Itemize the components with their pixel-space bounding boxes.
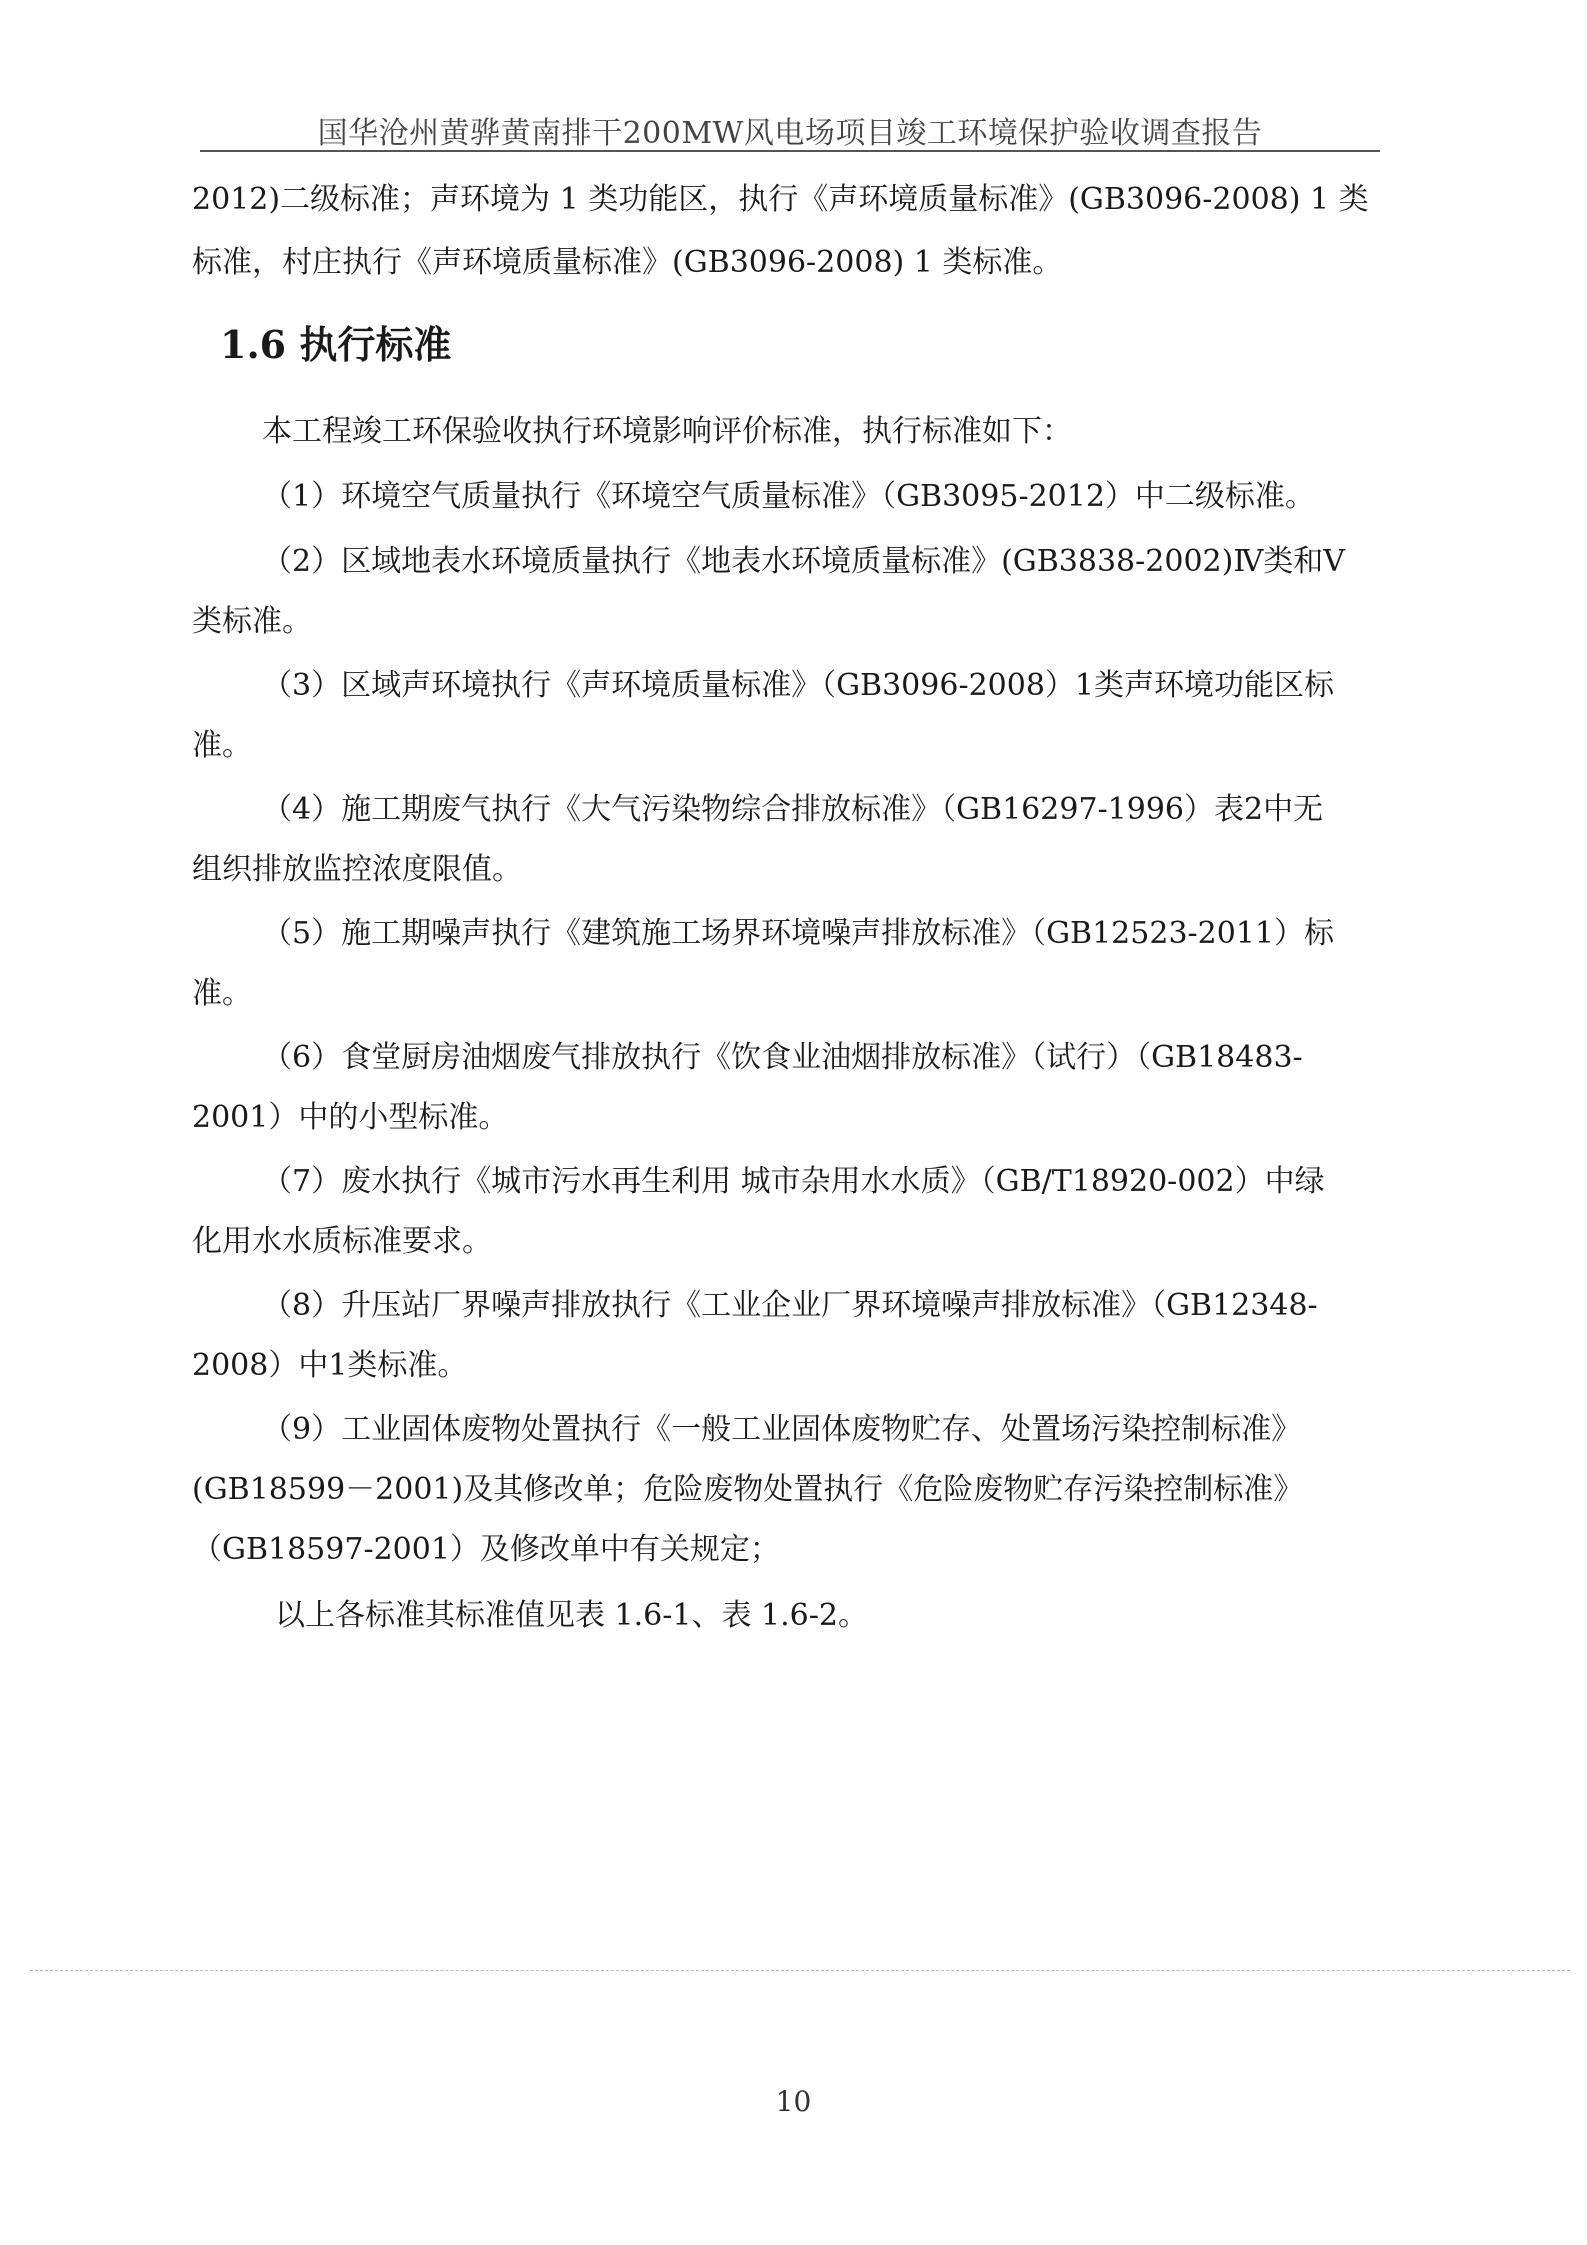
standard-item-5-cont: 准。: [192, 976, 252, 1011]
standard-item-7-cont: 化用水水质标准要求。: [192, 1224, 492, 1259]
standard-item-3-cont: 准。: [192, 728, 252, 763]
standard-item-4: （4）施工期废气执行《大气污染物综合排放标准》（GB16297-1996）表2中无: [262, 792, 1324, 827]
intro-line: 标准，村庄执行《声环境质量标准》(GB3096-2008) 1 类标准。: [192, 245, 1063, 280]
standard-item-2-cont: 类标准。: [192, 604, 312, 639]
standard-item-4-cont: 组织排放监控浓度限值。: [192, 852, 522, 887]
standard-item-3: （3）区域声环境执行《声环境质量标准》（GB3096-2008）1类声环境功能区标: [262, 668, 1335, 703]
standard-item-9-cont: (GB18599－2001)及其修改单；危险废物处置执行《危险废物贮存污染控制标准》: [192, 1472, 1304, 1507]
standard-item-9-cont: （GB18597-2001）及修改单中有关规定；: [192, 1532, 780, 1567]
section-closing: 以上各标准其标准值见表 1.6-1、表 1.6-2。: [275, 1598, 868, 1633]
standard-item-8: （8）升压站厂界噪声排放执行《工业企业厂界环境噪声排放标准》（GB12348-: [262, 1288, 1318, 1323]
standard-item-5: （5）施工期噪声执行《建筑施工场界环境噪声排放标准》（GB12523-2011）标: [262, 916, 1335, 951]
standard-item-1: （1）环境空气质量执行《环境空气质量标准》（GB3095-2012）中二级标准。: [262, 479, 1315, 514]
page-header: 国华沧州黄骅黄南排干200MW风电场项目竣工环境保护验收调查报告: [317, 116, 1263, 151]
footer-rule: [30, 1970, 1570, 1971]
standard-item-6: （6）食堂厨房油烟废气排放执行《饮食业油烟排放标准》（试行）（GB18483-: [262, 1040, 1303, 1075]
standard-item-9: （9）工业固体废物处置执行《一般工业固体废物贮存、处置场污染控制标准》: [262, 1412, 1302, 1447]
standard-item-8-cont: 2008）中1类标准。: [192, 1348, 468, 1383]
page-number: 10: [775, 2085, 812, 2118]
standard-item-2: （2）区域地表水环境质量执行《地表水环境质量标准》(GB3838-2002)Ⅳ类和Ⅴ: [262, 544, 1345, 579]
header-rule: [200, 150, 1380, 152]
section-lead: 本工程竣工环保验收执行环境影响评价标准，执行标准如下：: [262, 414, 1072, 449]
standard-item-6-cont: 2001）中的小型标准。: [192, 1100, 509, 1135]
intro-line: 2012)二级标准；声环境为 1 类功能区，执行《声环境质量标准》(GB3096-2008) 1 类: [192, 182, 1369, 217]
section-heading: 1.6 执行标准: [220, 322, 452, 367]
standard-item-7: （7）废水执行《城市污水再生利用 城市杂用水水质》（GB/T18920-002）中绿: [262, 1164, 1325, 1199]
